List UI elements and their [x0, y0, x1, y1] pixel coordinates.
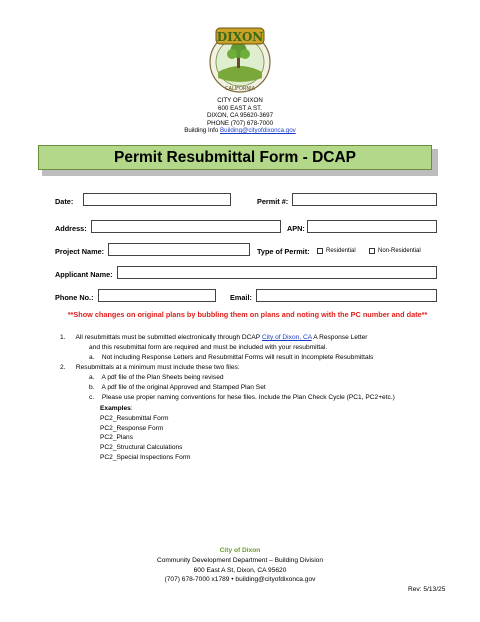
item-2a-text: A pdf file of the Plan Sheets being revised — [101, 374, 224, 381]
applicant-name-label: Applicant Name: — [55, 270, 113, 279]
phone-label: Phone No.: — [55, 293, 94, 302]
resubmittal-note: **Show changes on original plans by bubbling them on plans and noting with the PC number and date** — [67, 310, 428, 319]
item-2b-text: A pdf file of the original Approved and Stamped Plan Set — [101, 384, 266, 391]
project-name-label: Project Name: — [55, 247, 105, 256]
footer-address: 600 East A St, Dixon, CA 95620 — [193, 566, 287, 574]
instruction-item-2b — [89, 383, 439, 393]
item-2c-text: Please use proper naming conventions for hese files. Include the Plan Check Cycle (PC1, PC2+etc.) — [101, 394, 395, 401]
building-info-email-link[interactable]: Building@cityofdixonca.gov — [220, 127, 296, 135]
city-header — [140, 97, 340, 135]
footer-city: City of Dixon — [219, 547, 261, 554]
item-2-text: Resubmittals at a minimum must include these two files: — [75, 364, 240, 371]
non-residential-label: Non-Residential — [378, 248, 421, 254]
header-line-1: CITY OF DIXON — [217, 97, 263, 104]
logo-subtitle: CALIFORNIA — [224, 86, 256, 92]
example-5: PC2_Special Inspections Form — [100, 453, 191, 461]
applicant-name-field[interactable] — [117, 266, 437, 279]
instruction-item-2c — [89, 393, 449, 403]
type-of-permit-label: Type of Permit: — [257, 247, 310, 256]
logo-title: DIXON — [216, 30, 264, 44]
project-name-field[interactable] — [108, 243, 250, 256]
item-1-number: 1. — [60, 334, 66, 341]
email-label: Email: — [230, 293, 252, 302]
item-1-text-b: A Response Letter — [313, 334, 368, 341]
form-title: Permit Resubmittal Form - DCAP — [38, 145, 432, 170]
item-2c-letter: c. — [89, 394, 95, 401]
header-line-3: DIXON, CA 95620-3697 — [206, 112, 274, 120]
building-info-line — [140, 127, 340, 135]
examples-block — [100, 404, 400, 463]
revision-date: Rev: 5/13/25 — [408, 586, 446, 593]
address-field[interactable] — [91, 220, 281, 233]
address-label: Address: — [55, 224, 87, 233]
instruction-item-2a — [89, 373, 439, 383]
residential-label: Residential — [326, 248, 356, 254]
example-3: PC2_Plans — [100, 434, 133, 442]
apn-label: APN: — [287, 224, 305, 233]
item-1a-letter: a. — [89, 354, 95, 361]
residential-checkbox[interactable] — [317, 248, 323, 254]
permit-number-label: Permit #: — [257, 197, 289, 206]
dcap-link[interactable]: City of Dixon, CA — [261, 334, 312, 341]
instruction-item-1 — [60, 333, 440, 343]
footer — [140, 546, 340, 585]
instruction-item-1a — [89, 353, 439, 363]
example-4: PC2_Structural Calculations — [100, 444, 183, 452]
permit-number-field[interactable] — [292, 193, 437, 206]
examples-label: Examples — [100, 405, 131, 412]
header-line-2: 600 EAST A ST. — [218, 104, 262, 112]
phone-field[interactable] — [98, 289, 216, 302]
item-1-text-a: All resubmittals must be submitted electronically through DCAP — [75, 334, 261, 341]
header-line-4: PHONE (707) 678-7000 — [206, 119, 274, 127]
building-info-label: Building Info — [184, 127, 219, 135]
date-label: Date: — [55, 197, 74, 206]
apn-field[interactable] — [307, 220, 437, 233]
date-field[interactable] — [83, 193, 231, 206]
footer-contact: (707) 678-7000 x1789 • building@cityofdixonca.gov — [164, 576, 316, 584]
email-field[interactable] — [256, 289, 437, 302]
examples-heading: Examples: — [100, 405, 133, 412]
example-1: PC2_Resubmittal Form — [100, 414, 169, 422]
item-2-number: 2. — [60, 364, 66, 371]
city-of-dixon-logo — [202, 20, 278, 96]
instruction-item-2 — [60, 363, 440, 373]
item-2a-letter: a. — [89, 374, 95, 381]
item-2b-letter: b. — [89, 384, 95, 391]
footer-dept: Community Development Department – Building Division — [156, 556, 324, 564]
item-1-line-2: and this resubmittal form are required and must be included with your resubmittal. — [89, 344, 328, 351]
item-1a-text: Not including Response Letters and Resubmittal Forms will result in Incomplete Resubmittals — [101, 354, 374, 361]
example-2: PC2_Response Form — [100, 424, 164, 432]
non-residential-checkbox[interactable] — [369, 248, 375, 254]
